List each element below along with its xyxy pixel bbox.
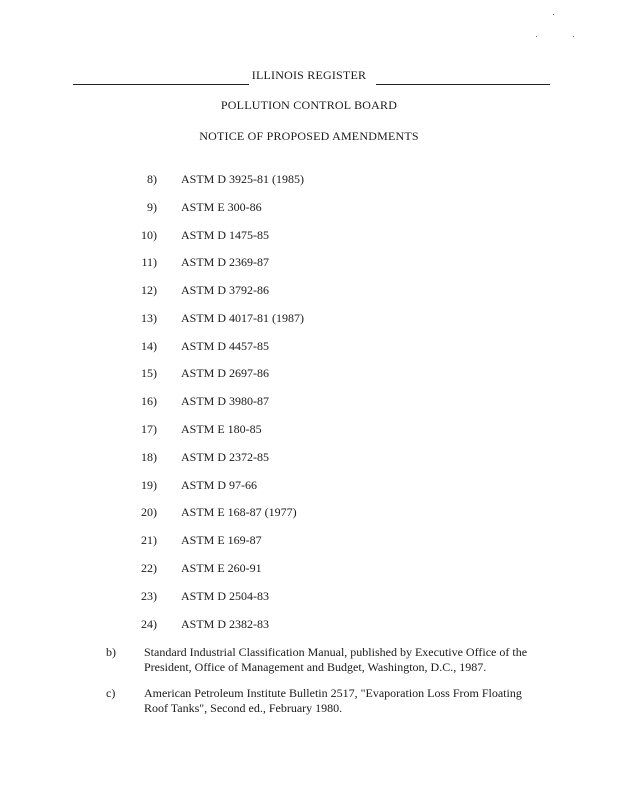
paragraph-sic-manual	[144, 645, 564, 675]
list-item-number: 15)	[141, 366, 157, 380]
list-item-number: 20)	[141, 505, 157, 519]
list-item-number: 11)	[141, 255, 157, 269]
list-item-number: 21)	[141, 533, 157, 547]
paragraph-line: President, Office of Management and Budget, Washington, D.C., 1987.	[144, 660, 487, 674]
list-item-text: ASTM D 97-66	[181, 478, 258, 492]
list-item-text: ASTM D 2372-85	[181, 450, 270, 464]
register-title: ILLINOIS REGISTER	[251, 68, 367, 82]
list-item-number: 12)	[141, 283, 157, 297]
list-item-text: ASTM D 2504-83	[181, 589, 270, 603]
paragraph-line: American Petroleum Institute Bulletin 2517, "Evaporation Loss From Floating	[144, 686, 522, 700]
list-item-number: 10)	[141, 228, 157, 242]
list-item-number: 13)	[141, 311, 157, 325]
paragraph-api-bulletin	[144, 686, 564, 716]
list-item-number: 9)	[147, 200, 157, 214]
list-item-number: 14)	[141, 339, 157, 353]
list-item-number: 18)	[141, 450, 157, 464]
list-item-text: ASTM D 2697-86	[181, 366, 270, 380]
header-rule-right	[376, 84, 550, 85]
list-item-text: ASTM E 169-87	[181, 533, 262, 547]
header-rule-left	[73, 84, 249, 85]
list-item-number: 23)	[141, 589, 157, 603]
paragraph-line: Roof Tanks", Second ed., February 1980.	[144, 701, 343, 715]
list-item-text: ASTM D 4457-85	[181, 339, 270, 353]
list-item-number: 8)	[147, 172, 157, 186]
list-item-text: ASTM D 3792-86	[181, 283, 270, 297]
list-item-text: ASTM D 2369-87	[181, 255, 270, 269]
list-item-number: 17)	[141, 422, 157, 436]
list-item-number: 19)	[141, 478, 157, 492]
list-item-text: ASTM D 3980-87	[181, 394, 270, 408]
list-item-text: ASTM E 300-86	[181, 200, 262, 214]
list-item-text: ASTM D 1475-85	[181, 228, 270, 242]
list-item-text: ASTM D 3925-81 (1985)	[181, 172, 304, 186]
list-item-number: 24)	[141, 617, 157, 631]
list-item-text: ASTM E 260-91	[181, 561, 262, 575]
list-item-number: 16)	[141, 394, 157, 408]
list-item-number: 22)	[141, 561, 157, 575]
paragraph-label: b)	[106, 645, 116, 659]
list-item-text: ASTM D 4017-81 (1987)	[181, 311, 304, 325]
board-name: POLLUTION CONTROL BOARD	[220, 98, 398, 112]
list-item-text: ASTM E 168-87 (1977)	[181, 505, 297, 519]
list-item-text: ASTM E 180-85	[181, 422, 262, 436]
list-item-text: ASTM D 2382-83	[181, 617, 270, 631]
paragraph-line: Standard Industrial Classification Manual, published by Executive Office of the	[144, 645, 528, 659]
paragraph-label: c)	[106, 686, 116, 700]
notice-heading: NOTICE OF PROPOSED AMENDMENTS	[199, 129, 419, 143]
